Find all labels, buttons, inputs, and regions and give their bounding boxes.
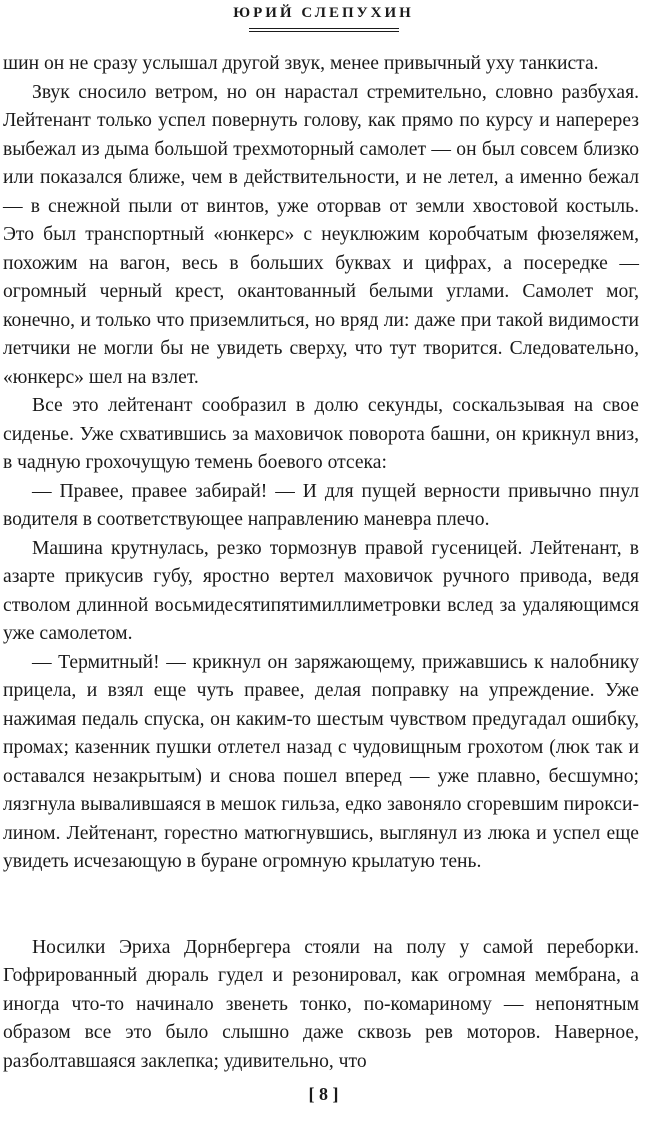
paragraph: Звук сносило ветром, но он нарастал стремительно, словно разбухая. Лейтенант только успел повернуть голову, как прямо по курсу и наперерез выбежал из дыма большой трехмоторный самолет — он был совсем близко или показался ближе, чем в действительности, и не летел, а именно бежал — в снежной пыли от винтов, уже оторвав от земли хвостовой костыль. Это был транспортный «юнкерс» с неуклюжим коробчатым фюзеляжем, похожим на вагон, весь в больших буквах и цифрах, а посередке — огромный черный крест, окантованный белыми углами. Самолет мог, конечно, и только что приземлиться, но вряд ли: даже при такой видимости летчики не могли бы не увидеть сверху, что тут творится. Следовательно, «юнкерс» шел на взлет.: [3, 81, 639, 388]
section-break: [3, 877, 639, 934]
paragraph: — Термитный! — крикнул он заряжающему, прижавшись к налобнику прицела, и взял еще чуть правее, делая поправку на упреждение. Уже нажимая педаль спуска, он каким-то шестым чувством предугадал ошибку, промах; казенник пушки отлетел назад с чудовищным грохотом (люк так и оставался незакрытым) и снова пошел вперед — уже плавно, бесшумно; лязгнула вывалившаяся в мешок гильза, едко завоняло сгоревшим пироксилином. Лейтенант, горестно матюгнувшись, выглянул из люка и успел еще увидеть исчезающую в буране огромную крылатую тень.: [3, 651, 639, 872]
paragraph: шин он не сразу услышал другой звук, менее привычный уху танкиста.: [3, 53, 599, 74]
running-head-author: ЮРИЙ СЛЕПУХИН: [233, 5, 414, 21]
body-text: [3, 50, 639, 1076]
running-head: [0, 4, 647, 32]
page-number: [ 8 ]: [308, 1084, 339, 1104]
paragraph: Машина крутнулась, резко тормознув правой гусеницей. Лейтенант, в азарте прикусив губу, яростно вертел маховичок ручного привода, ведя стволом длинной восьмидесятипятимиллиметровки вслед за удаляющимся уже самолетом.: [3, 537, 639, 644]
paragraph: — Правее, правее забирай! — И для пущей верности привычно пнул водителя в соответствующее направлению маневра плечо.: [3, 480, 639, 530]
paragraph: Все это лейтенант сообразил в долю секунды, соскальзывая на свое сиденье. Уже схватившись за маховичок поворота башни, он крикнул вниз, в чадную грохочущую темень боевого отсека:: [3, 395, 639, 473]
paragraph: Носилки Эриха Дорнбергера стояли на полу у самой переборки. Гофрированный дюраль гудел и резонировал, как огромная мембрана, а иногда что-то начинало звенеть тонко, по-комариному — непонятным образом все это было слышно даже сквозь рев моторов. Наверное, разболтавшаяся заклепка; удивительно, что: [3, 936, 639, 1072]
running-head-rule: [249, 28, 399, 32]
